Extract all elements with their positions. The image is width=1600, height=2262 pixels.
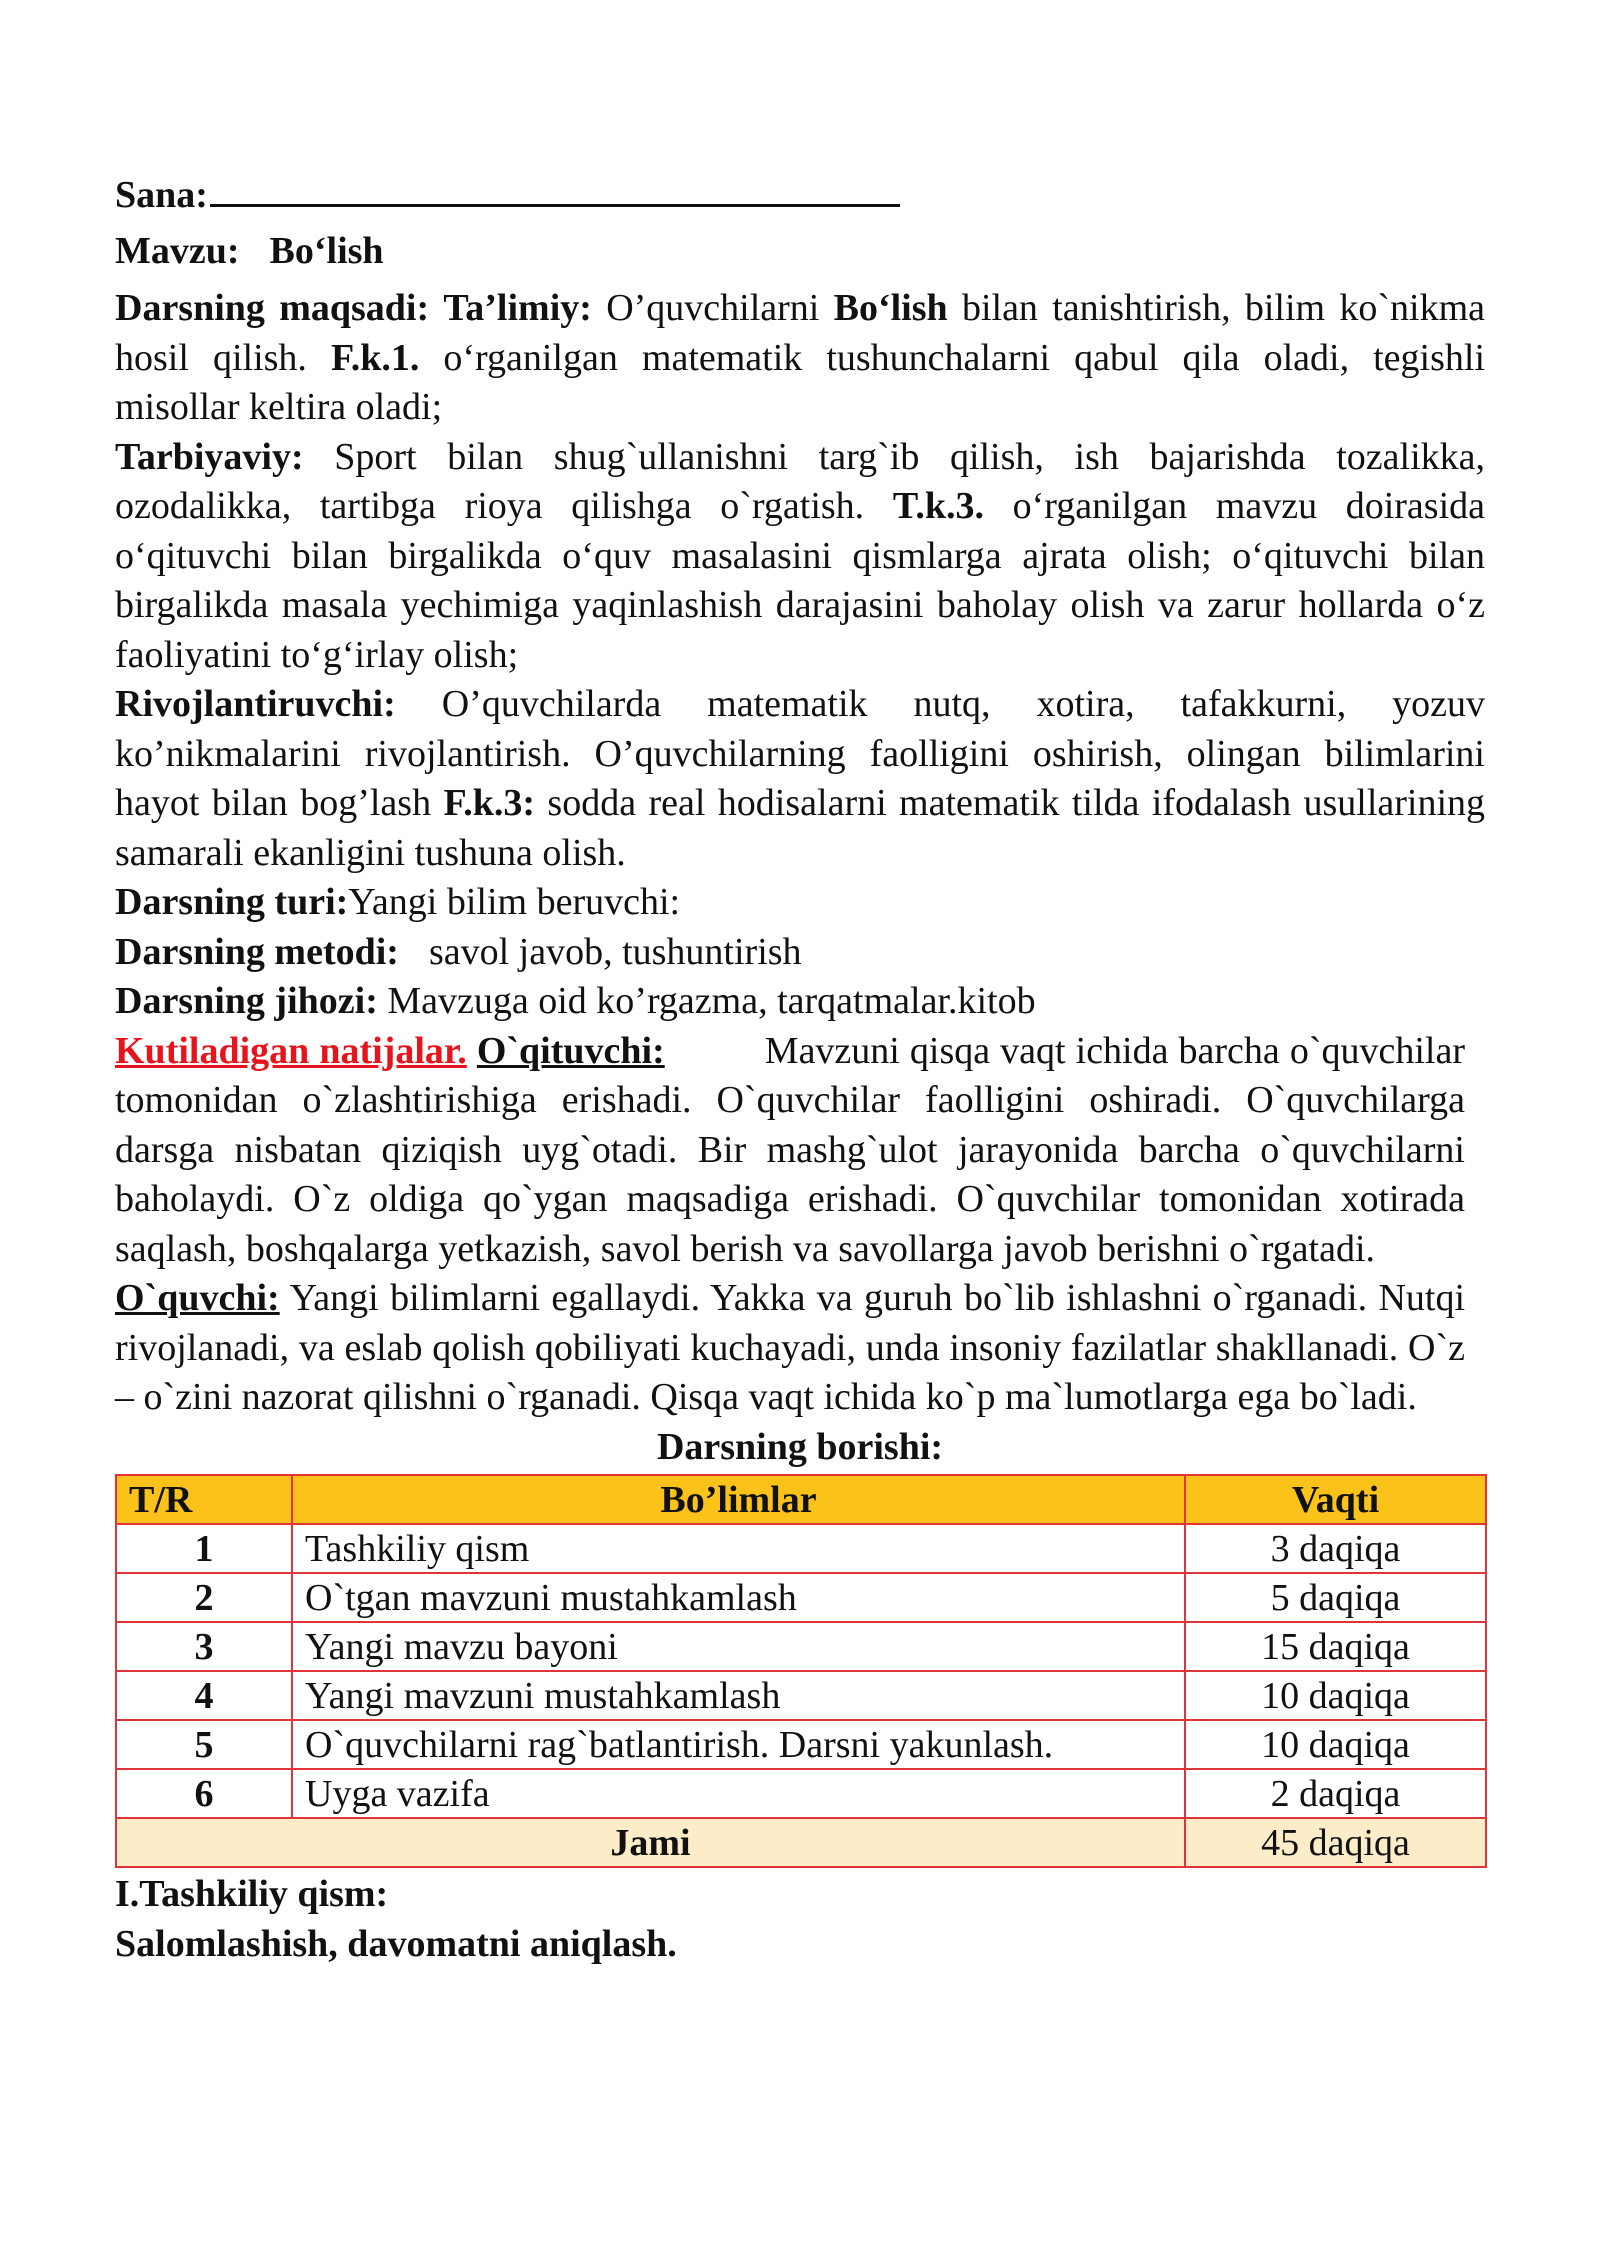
teacher-label: O`qituvchi: xyxy=(476,1029,665,1072)
lesson-method-value: savol javob, tushuntirish xyxy=(428,930,802,973)
fk3-label: F.k.3: xyxy=(443,782,535,824)
tk3-label: T.k.3. xyxy=(892,485,984,527)
row-time: 5 daqiqa xyxy=(1185,1573,1486,1622)
student-text: Yangi bilimlarni egallaydi. Yakka va guruh bo`lib ishlashni o`rganadi. Nutqi rivojlanadi, va eslab qolish qobiliyati kuchayadi, unda insoniy fazilatlar shakllanadi. O`z – o`zini nazorat qilishni o`rganadi. Qisqa vaqt ichida ko`p ma`lumotlarga ega bo`ladi. xyxy=(115,1277,1465,1418)
header-time: Vaqti xyxy=(1185,1475,1486,1524)
table-row xyxy=(116,1769,1486,1818)
developmental-label: Rivojlantiruvchi: xyxy=(115,683,396,725)
row-number: 6 xyxy=(116,1769,292,1818)
lesson-equipment-line xyxy=(115,977,1485,1027)
lesson-method-line xyxy=(115,928,1485,978)
upbringing-paragraph xyxy=(115,433,1485,681)
teacher-text: Mavzuni qisqa vaqt ichida barcha o`quvchilar tomonidan o`zlashtirishiga erishadi. O`quvchilar faolligini oshiradi. O`quvchilarga darsga nisbatan qiziqish uyg`otadi. Bir mashg`ulot jarayonida barcha o`quvchilarni baholaydi. O`z oldiga qo`ygan maqsadiga erishadi. O`quvchilar tomonidan xotirada saqlash, boshqalarga yetkazish, savol berish va savollarga javob berishni o`rgatadi. xyxy=(115,1029,1465,1270)
tk3-text: o‘rganilgan mavzu doirasida o‘qituvchi bilan birgalikda o‘quv masalasini qismlarga ajrata olish; o‘qituvchi bilan birgalikda masala yechimiga yaqinlashish darajasini baholay olish va zarur hollarda o‘z faoliyatini to‘g‘irlay olish; xyxy=(115,485,1486,676)
outcomes-label: Kutiladigan natijalar. xyxy=(115,1029,467,1072)
date-line xyxy=(115,168,1485,221)
topic-label: Mavzu: xyxy=(115,229,240,272)
row-section: Uyga vazifa xyxy=(292,1769,1185,1818)
row-section: Yangi mavzu bayoni xyxy=(292,1622,1185,1671)
lesson-plan-page xyxy=(115,168,1485,1969)
row-number: 3 xyxy=(116,1622,292,1671)
header-sections: Bo’limlar xyxy=(292,1475,1185,1524)
student-label: O`quvchi: xyxy=(115,1277,280,1319)
educational-label: Ta’limiy: xyxy=(443,287,592,329)
lesson-equipment-value: Mavzuga oid ko’rgazma, tarqatmalar.kitob xyxy=(387,980,1036,1022)
fk1-text: o‘rganilgan matematik tushunchalarni qabul qila oladi, tegishli misollar keltira oladi; xyxy=(115,336,1485,428)
table-row xyxy=(116,1671,1486,1720)
lesson-type-label: Darsning turi: xyxy=(115,881,349,923)
table-row xyxy=(116,1622,1486,1671)
table-header-row xyxy=(116,1475,1486,1524)
lesson-method-label: Darsning metodi: xyxy=(115,930,399,973)
developmental-paragraph xyxy=(115,680,1485,878)
educational-text-1: O’quvchilarni xyxy=(606,287,820,329)
upbringing-text: Sport bilan shug`ullanishni targ`ib qilish, ish bajarishda tozalikka, ozodalikka, tartibga rioya qilishga o`rgatish. xyxy=(115,435,1485,527)
topic-value: Bo‘lish xyxy=(269,229,384,272)
plan-title: Darsning borishi: xyxy=(656,1425,944,1468)
table-row xyxy=(116,1524,1486,1573)
row-section: Yangi mavzuni mustahkamlash xyxy=(292,1671,1185,1720)
row-section: O`quvchilarni rag`batlantirish. Darsni yakunlash. xyxy=(292,1720,1185,1769)
row-time: 3 daqiqa xyxy=(1185,1524,1486,1573)
educational-bold: Bo‘lish xyxy=(833,287,948,329)
row-time: 10 daqiqa xyxy=(1185,1720,1486,1769)
row-time: 10 daqiqa xyxy=(1185,1671,1486,1720)
row-section: O`tgan mavzuni mustahkamlash xyxy=(292,1573,1185,1622)
goals-label: Darsning maqsadi: xyxy=(115,287,430,329)
goals-paragraph xyxy=(115,284,1485,433)
row-time: 15 daqiqa xyxy=(1185,1622,1486,1671)
date-label: Sana: xyxy=(115,174,208,216)
fk3-text: sodda real hodisalarni matematik tilda ifodalash usullarining samarali ekanligini tushuna olish. xyxy=(115,782,1486,874)
table-row xyxy=(116,1573,1486,1622)
developmental-text: O’quvchilarda matematik nutq, xotira, tafakkurni, yozuv ko’nikmalarini rivojlantirish. O’quvchilarning faolligini oshirish, olingan bilimlarini hayot bilan bog’lash xyxy=(115,683,1486,824)
row-time: 2 daqiqa xyxy=(1185,1769,1486,1818)
lesson-type-value: Yangi bilim beruvchi: xyxy=(348,881,681,923)
fk1-label: F.k.1. xyxy=(330,336,420,379)
date-blank xyxy=(210,168,900,207)
row-number: 2 xyxy=(116,1573,292,1622)
row-section: Tashkiliy qism xyxy=(292,1524,1185,1573)
row-number: 4 xyxy=(116,1671,292,1720)
row-number: 1 xyxy=(116,1524,292,1573)
upbringing-label: Tarbiyaviy: xyxy=(115,435,304,478)
table-row xyxy=(116,1720,1486,1769)
row-number: 5 xyxy=(116,1720,292,1769)
educational-text-2: bilan tanishtirish, bilim ko`nikma hosil qilish. xyxy=(115,287,1486,379)
section-text: Salomlashish, davomatni aniqlash. xyxy=(115,1922,677,1965)
outcomes-student-paragraph xyxy=(115,1274,1465,1423)
section-title: I.Tashkiliy qism: xyxy=(115,1873,389,1915)
total-time: 45 daqiqa xyxy=(1185,1818,1486,1867)
table-total-row xyxy=(116,1818,1486,1867)
lesson-plan-table xyxy=(115,1474,1487,1868)
lesson-type-line xyxy=(115,878,1485,928)
outcomes-teacher-paragraph xyxy=(115,1027,1465,1275)
total-label: Jami xyxy=(116,1818,1185,1867)
topic-line xyxy=(115,227,1485,277)
header-tr: T/R xyxy=(116,1475,292,1524)
lesson-equipment-label: Darsning jihozi: xyxy=(115,980,378,1022)
